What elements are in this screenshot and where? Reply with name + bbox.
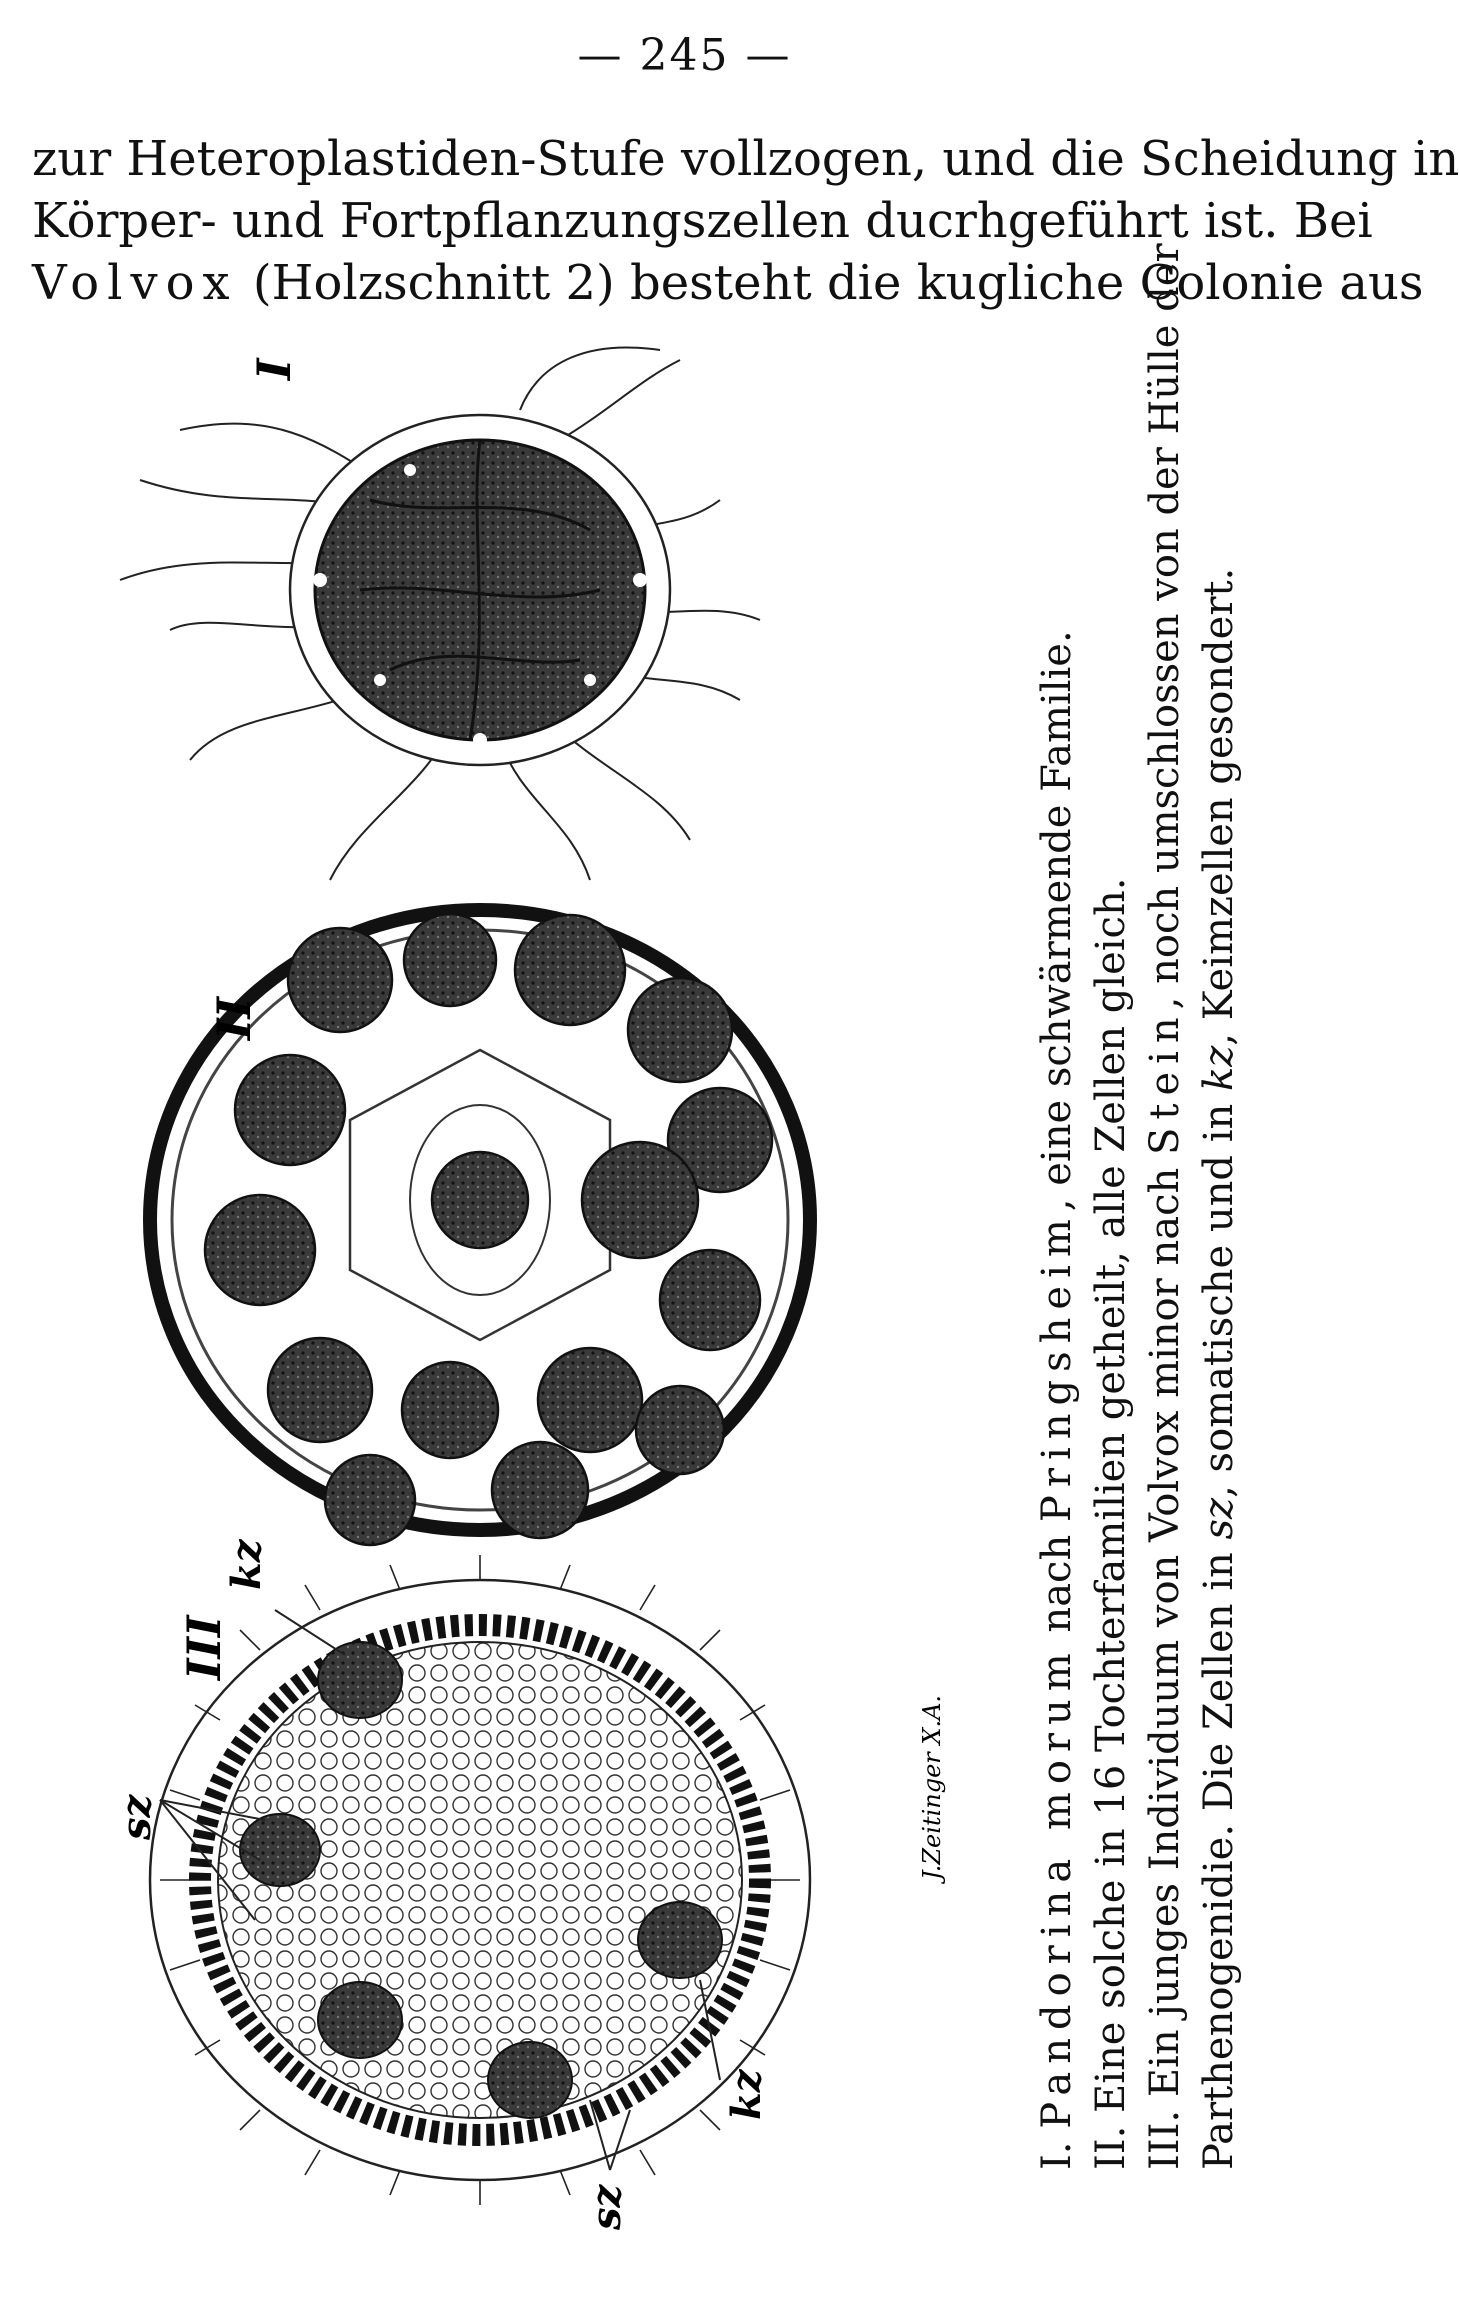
body-line-2: Körper- und Fortpflanzungszellen ducrhgeführt ist. Bei [32, 193, 1373, 249]
caption-term-kz: kz [1196, 1045, 1242, 1092]
caption-text: , Keimzellen gesondert. [1196, 567, 1242, 1046]
caption-line-2: II. Eine solche in 16 Tochterfamilien getheilt, alle Zellen gleich. [1088, 877, 1134, 2170]
volvox-term: Volvox [32, 255, 238, 311]
caption-text: Parthenogenidie. Die Zellen in [1196, 1539, 1242, 2170]
caption-author-pringsheim: Pringsheim [1034, 1211, 1080, 1523]
figure-I-pandorina [120, 348, 760, 881]
caption-line-1 [1030, 240, 1084, 2170]
label-sz-bottom: sz [583, 2184, 630, 2230]
figure-III-volvox [113, 1538, 946, 2231]
caption-line-3 [1138, 240, 1192, 2170]
label-kz-bottom: kz [723, 2069, 770, 2120]
caption-text: , somatische und in [1196, 1091, 1242, 1498]
label-III: III [177, 1615, 231, 1680]
caption-text: , eine schwärmende Familie. [1034, 630, 1080, 1212]
engraver-signature: J.Zeitinger X.A. [918, 1694, 946, 1880]
body-line-1: zur Heteroplastiden-Stufe vollzogen, und die Scheidung in [32, 131, 1459, 187]
figure [113, 320, 1180, 2280]
label-II: II [207, 996, 261, 1040]
label-sz-left: sz [113, 1794, 160, 1840]
caption-num-I: I. [1034, 2128, 1080, 2170]
label-kz-top: kz [223, 1539, 270, 1590]
caption-species-volvox: Volvox minor [1142, 1278, 1188, 1542]
caption-author-stein: Stein [1142, 1009, 1188, 1156]
caption-text: nach [1034, 1522, 1080, 1646]
label-I: I [247, 358, 301, 380]
page-number: — 245 — [577, 30, 792, 81]
caption-species-pandorina: Pandorina morum [1034, 1645, 1080, 2129]
caption-text: nach [1142, 1155, 1188, 1279]
figure-II-colony [150, 910, 810, 1545]
figure-caption [1030, 240, 1246, 2170]
caption-text: III. Ein junges Individuum von [1142, 1541, 1188, 2170]
caption-text: , noch umschlossen von der Hülle der [1142, 243, 1188, 1010]
body-line-3-rest: (Holzschnitt 2) besteht die kugliche Colonie aus [237, 255, 1424, 311]
caption-line-4 [1192, 240, 1246, 2170]
caption-term-sz: sz [1196, 1497, 1242, 1540]
figure-illustration [113, 320, 1180, 2280]
